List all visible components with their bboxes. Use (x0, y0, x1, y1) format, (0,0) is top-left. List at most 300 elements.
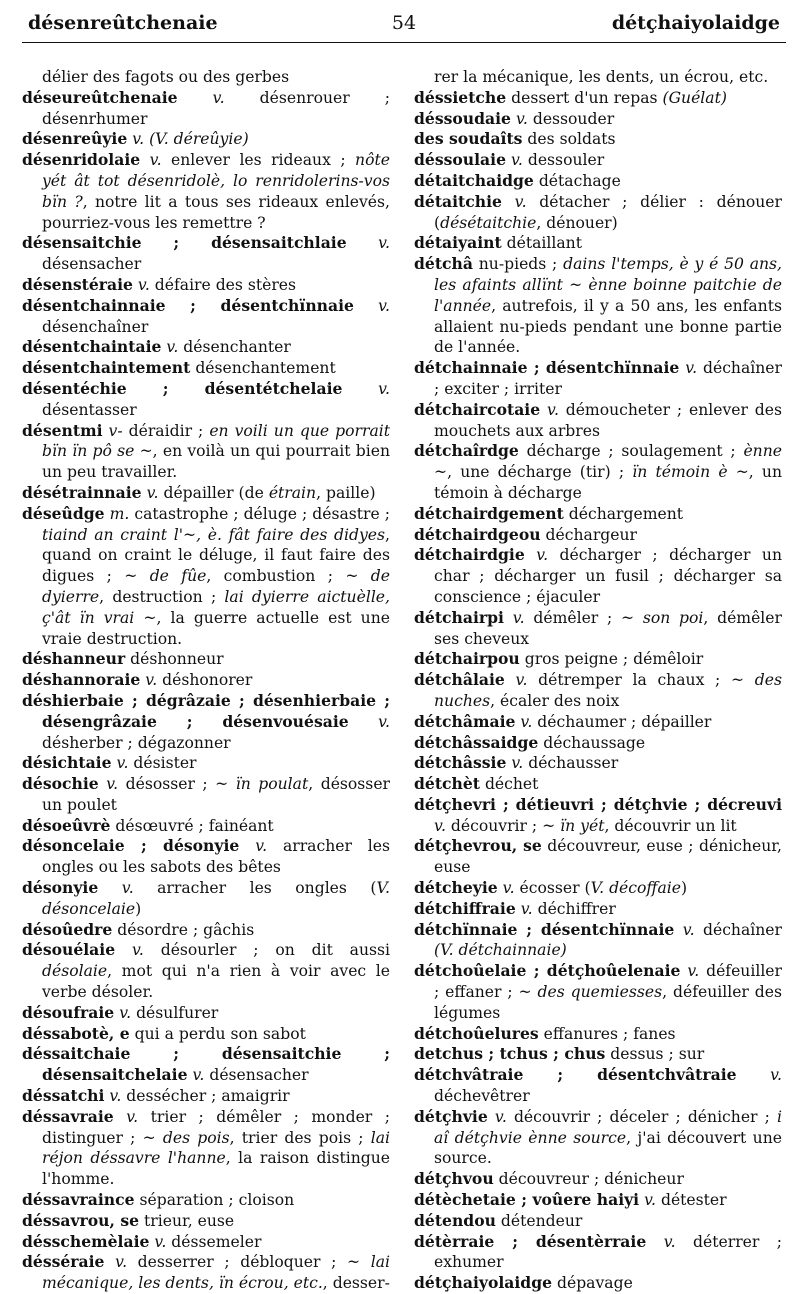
entry-text: enlever les rideaux ; (161, 151, 356, 170)
entry-text: arracher les ongles ( (133, 879, 377, 898)
entry-headword: désouélaie (22, 940, 116, 960)
entry-headword: désentmi (22, 420, 103, 440)
entry-headword: désentchainnaie ; désentchïnnaie (22, 295, 354, 315)
entry-headword: désschemèlaie (22, 1231, 150, 1251)
entry-text: , combustion ; (206, 567, 346, 586)
entry-text: , notre lit a tous ses rideaux enlevés, pourriez-vous les remettre ? (42, 192, 390, 232)
dictionary-entry (414, 1190, 782, 1211)
dictionary-entry (22, 67, 390, 88)
entry-headword: des soudaîts (414, 129, 523, 149)
dictionary-entry (414, 88, 782, 109)
entry-headword: désenridolaie (22, 150, 141, 170)
entry-text (502, 193, 515, 211)
entry-italic-text: v. (378, 234, 390, 253)
entry-italic-text: lai réjon déssavre l'hanne (42, 1128, 390, 1168)
dictionary-entry (22, 129, 390, 150)
header-first-entry: désenreûtchenaie (28, 12, 218, 34)
entry-italic-text: v. (510, 151, 523, 170)
dictionary-entry (22, 1003, 390, 1024)
entry-text: déshonneur (125, 650, 224, 669)
entry-text: déchaussage (538, 733, 646, 752)
entry-text: , écaler des noix (490, 691, 620, 710)
entry-italic-text: v. (116, 754, 129, 773)
entry-italic-text: v. (378, 712, 390, 731)
dictionary-entry (22, 1232, 390, 1253)
entry-text: gros peigne ; démêloir (519, 650, 704, 669)
dictionary-entry (22, 1044, 390, 1086)
dictionary-entry (22, 504, 390, 650)
entry-headword: déshanneur (22, 649, 126, 669)
dictionary-entry (22, 337, 390, 358)
dictionary-entry (414, 1065, 782, 1107)
entry-italic-text: v. (434, 816, 446, 835)
entry-text: démoucheter ; enlever des mouchets aux arbres (434, 400, 782, 440)
entry-italic-text: v. (255, 837, 268, 856)
entry-text: détendeur (495, 1211, 583, 1230)
dictionary-entry (414, 1273, 782, 1294)
entry-headword: détchairpi (414, 607, 504, 627)
entry-text: trier ; démêler ; monder ; distinguer ; (42, 1107, 390, 1147)
entry-text: des soldats (522, 130, 616, 149)
entry-headword: désoufraie (22, 1002, 115, 1022)
entry-text (239, 837, 255, 855)
entry-italic-text: m. (109, 504, 130, 523)
entry-headword: désoeûvrè (22, 815, 111, 835)
entry-italic-text: V. décoffaie (590, 879, 681, 898)
dictionary-entry (414, 961, 782, 1023)
entry-headword: détchèt (414, 774, 480, 794)
entry-italic-text: v. (502, 879, 515, 898)
entry-text: désister (128, 754, 197, 773)
dictionary-entry (414, 129, 782, 150)
entry-headword: désséraie (22, 1252, 105, 1272)
entry-text: effanures ; fanes (538, 1024, 676, 1043)
entry-text: , desser- (322, 1274, 390, 1293)
dictionary-entry (22, 296, 390, 338)
entry-text: , j'ai découvert une source. (434, 1128, 783, 1168)
entry-headword: détaiyaint (414, 233, 502, 253)
entry-italic-text: ïn témoin è ~ (632, 463, 749, 482)
dictionary-entry (22, 88, 390, 130)
entry-italic-text: v. (126, 1107, 139, 1126)
dictionary-entry (414, 836, 782, 878)
entry-headword: détchâ (414, 254, 473, 274)
entry-italic-text: v. (V. déreûyie) (132, 130, 249, 149)
entry-text: , un témoin à décharge (434, 463, 783, 502)
entry-headword: déshierbaie ; dégrâzaie ; désenhierbaie ; désengrâzaie ; désenvouésaie (22, 690, 390, 731)
entry-text (347, 234, 378, 252)
dictionary-entry (22, 774, 390, 816)
entry-text: , paille) (316, 483, 376, 502)
entry-italic-text: v. (512, 608, 525, 627)
entry-text: , une décharge (tir) ; (447, 463, 633, 482)
entry-headword: déssavrou, se (22, 1210, 140, 1230)
entry-headword: detchus ; tchus ; chus (414, 1044, 606, 1064)
entry-text: déraidir ; (122, 421, 210, 440)
entry-text: détaillant (501, 234, 582, 253)
entry-text: rer la mécanique, les dents, un écrou, etc. (434, 68, 769, 86)
entry-headword: désentchaintement (22, 358, 191, 378)
entry-text: , mot qui n'a rien à voir avec le verbe désoler. (42, 962, 390, 1002)
entry-text: désenchanter (178, 338, 291, 357)
entry-headword: détchairdgie (414, 545, 525, 565)
dictionary-entry (22, 920, 390, 941)
dictionary-entry (414, 899, 782, 920)
entry-text: , dénouer) (536, 213, 618, 232)
entry-text: , la raison distingue l'homme. (42, 1149, 391, 1189)
entry-text: dessert d'un repas (506, 88, 663, 107)
entry-text: , découvrir un lit (604, 816, 737, 835)
entry-italic-text: v. (687, 962, 700, 981)
entry-headword: détchïnnaie ; désentchïnnaie (414, 919, 675, 939)
dictionary-entry (22, 1190, 390, 1211)
entry-text: , en voilà un qui pourrait bien un peu travailler. (42, 442, 390, 482)
entry-headword: détaitchie (414, 191, 502, 211)
entry-text: , défeuiller des légumes (434, 983, 782, 1022)
dictionary-entry (414, 171, 782, 192)
entry-text: déshonorer (157, 671, 253, 690)
entry-text: ) (135, 899, 142, 918)
dictionary-entry (22, 1107, 390, 1190)
dictionary-entry (414, 400, 782, 442)
entry-text: détester (656, 1191, 727, 1210)
entry-headword: détcheyie (414, 878, 498, 898)
entry-italic-text: v. (192, 1066, 205, 1085)
dictionary-entry (414, 712, 782, 733)
dictionary-entry (22, 878, 390, 920)
dictionary-entry (414, 525, 782, 546)
entry-text (178, 89, 213, 107)
entry-italic-text: v. (770, 1066, 782, 1085)
entry-text: , désosser un poulet (42, 775, 390, 814)
entry-headword: déssavraince (22, 1190, 135, 1210)
entry-text: déchiffrer (532, 899, 616, 918)
entry-italic-text: (V. détchainnaie) (434, 941, 567, 960)
entry-text: desserrer ; débloquer ; (127, 1253, 348, 1272)
entry-text: catastrophe ; déluge ; désastre ; (129, 504, 391, 523)
entry-headword: détchiffraie (414, 898, 516, 918)
entry-italic-text: v. (145, 671, 158, 690)
dictionary-entry (22, 670, 390, 691)
entry-headword: déssietche (414, 87, 507, 107)
dictionary-entry (414, 67, 782, 88)
entry-text (505, 671, 516, 689)
entry-headword: détchâssaidge (414, 732, 539, 752)
entry-italic-text: v. (682, 920, 695, 939)
entry-text: déterrer ; exhumer (434, 1232, 783, 1272)
dictionary-entry (22, 358, 390, 379)
entry-headword: détchainnaie ; désentchïnnaie (414, 358, 680, 378)
entry-text: détachage (533, 171, 621, 190)
entry-headword: détchoûelures (414, 1023, 539, 1043)
entry-headword: désentéchie ; désentétchelaie (22, 378, 343, 398)
entry-headword: détchoûelaie ; détçhoûelenaie (414, 961, 681, 981)
entry-text: désordre ; gâchis (112, 920, 255, 939)
entry-text: déchausser (523, 754, 619, 773)
entry-text: écosser ( (514, 879, 591, 898)
dictionary-entry (414, 1044, 782, 1065)
entry-italic-text: (Guélat) (662, 88, 727, 107)
entry-text: défaire des stères (149, 275, 297, 294)
page-header (22, 8, 786, 43)
entry-headword: détchairpou (414, 649, 520, 669)
entry-text: détacher ; délier : dénouer ( (434, 192, 782, 232)
entry-text: déchet (479, 775, 539, 794)
entry-italic-text: v. (137, 275, 150, 294)
entry-text: désenrouer ; désenrhumer (42, 88, 390, 128)
entry-headword: déshannoraie (22, 670, 141, 690)
entry-text: désensacher (42, 255, 142, 274)
entry-italic-text: désolaie (42, 962, 108, 981)
entry-text: découvrir ; (445, 816, 543, 835)
entry-headword: détèchetaie ; voûere haiyi (414, 1190, 640, 1210)
entry-text: déchargement (563, 504, 684, 523)
entry-headword: détçhaiyolaidge (414, 1273, 553, 1293)
entry-headword: détchaîrdge (414, 441, 519, 461)
entry-italic-text: v. (515, 671, 528, 690)
dictionary-entry (414, 358, 782, 400)
entry-headword: déseureûtchenaie (22, 87, 178, 107)
entry-text: désourler ; on dit aussi (143, 941, 390, 960)
entry-text: dessouler (522, 151, 605, 170)
dictionary-entry (22, 816, 390, 837)
entry-italic-text: dains l'temps, è y é 50 ans, les afaints allïnt ~ ènne boinne paitchie de l'année (434, 255, 782, 315)
entry-headword: détchairdgeou (414, 524, 541, 544)
entry-headword: détçhevrou, se (414, 836, 542, 856)
entry-headword: détchâmaie (414, 711, 516, 731)
entry-italic-text: étrain (268, 483, 317, 502)
entry-headword: détchâlaie (414, 670, 505, 690)
entry-italic-text: i aî détçhvie ènne source (434, 1107, 782, 1147)
entry-text (349, 713, 378, 731)
entry-italic-text: ~ ïn yét (542, 816, 605, 835)
dictionary-entry (22, 483, 390, 504)
entry-italic-text: ~ des pois (142, 1128, 230, 1147)
dictionary-entry (22, 753, 390, 774)
entry-text: , quand on craint le déluge, il faut faire des digues ; (42, 525, 390, 586)
entry-italic-text: ~ des quemiesses (518, 983, 663, 1002)
entry-italic-text: v. (644, 1191, 656, 1210)
entry-headword: désonyie (22, 878, 99, 898)
dictionary-entry (414, 1211, 782, 1232)
entry-text: désosser ; (118, 775, 216, 794)
entry-text: arracher les ongles ou les sabots des bêtes (42, 837, 391, 877)
dictionary-entry (414, 878, 782, 899)
entry-headword: détchairdgement (414, 503, 564, 523)
dictionary-entry (414, 109, 782, 130)
entry-headword: désenstéraie (22, 274, 133, 294)
entry-text: , trier des pois ; (229, 1128, 371, 1147)
entry-headword: désétrainnaie (22, 482, 142, 502)
entry-italic-text: v. (515, 109, 528, 128)
entry-text: , démêler ses cheveux (434, 608, 782, 648)
entry-italic-text: v. (520, 712, 533, 731)
entry-headword: détçhvou (414, 1169, 494, 1189)
entry-italic-text: v. (514, 192, 527, 211)
entry-text: séparation ; cloison (134, 1191, 295, 1210)
entry-text: , la guerre actuelle est une vraie destruction. (42, 608, 390, 648)
entry-text: dessouder (527, 109, 615, 128)
entry-text: dessécher ; amaigrir (121, 1087, 290, 1106)
dictionary-entry (414, 608, 782, 650)
entry-headword: désoûedre (22, 919, 113, 939)
dictionary-entry (414, 795, 782, 837)
entry-text: désherber ; dégazonner (42, 733, 231, 752)
entry-italic-text: v. (106, 775, 119, 794)
header-last-entry: détçhaiyolaidge (611, 12, 780, 34)
entry-headword: désoncelaie ; désonyie (22, 836, 240, 856)
dictionary-entry (414, 1232, 782, 1274)
entry-headword: déssabotè, e (22, 1023, 130, 1043)
dictionary-entry (22, 1252, 390, 1294)
entry-text: déchevêtrer (434, 1087, 530, 1106)
entry-italic-text: v. (663, 1232, 676, 1251)
entry-text: décharge ; soulagement ; (518, 442, 744, 461)
entry-italic-text: v. (511, 754, 524, 773)
entry-text: découvreur ; dénicheur (493, 1170, 684, 1189)
entry-text: qui a perdu son sabot (129, 1024, 306, 1043)
entry-italic-text: tiaind an craint l'~, è. fât faire des didyes (42, 525, 386, 544)
entry-italic-text: nôte yét ât tot désenridolè, lo renridolerins-vos bïn ? (42, 151, 390, 211)
entry-italic-text: V. désoncelaie (42, 879, 390, 918)
dictionary-entry (414, 753, 782, 774)
entry-headword: désenreûyie (22, 129, 128, 149)
entry-text: dessus ; sur (605, 1045, 705, 1064)
left-column (22, 67, 390, 1294)
dictionary-entry (22, 275, 390, 296)
entry-italic-text: v. (119, 1003, 132, 1022)
entry-text: trieur, euse (139, 1211, 235, 1230)
entry-text: , autrefois, il y a 50 ans, les enfants allaient nu-pieds pendant une bonne partie de l'année. (434, 296, 782, 357)
entry-italic-text: ~ ïn poulat (215, 775, 309, 794)
entry-headword: détaitchaidge (414, 170, 534, 190)
entry-italic-text: v. (378, 296, 390, 315)
entry-text (114, 1108, 127, 1126)
entry-text (488, 1108, 495, 1126)
entry-text: déchaumer ; dépailler (532, 712, 712, 731)
entry-italic-text: v. (121, 879, 134, 898)
entry-italic-text: v. (154, 1232, 167, 1251)
entry-headword: détchâssie (414, 753, 507, 773)
dictionary-entry (414, 504, 782, 525)
entry-italic-text: v. (685, 359, 698, 378)
entry-headword: désochie (22, 774, 99, 794)
entry-italic-text: ~ des nuches (434, 671, 782, 710)
entry-text: démêler ; (524, 608, 622, 627)
entry-text: déchaîner (694, 920, 782, 939)
entry-italic-text: ènne ~ (434, 442, 782, 482)
entry-text: défeuiller ; effaner ; (434, 962, 782, 1002)
dictionary-entry (22, 836, 390, 878)
entry-text: déssemeler (166, 1232, 262, 1251)
entry-headword: déssaitchaie ; désensaitchie ; désensaitchelaie (22, 1044, 390, 1085)
entry-text (354, 297, 378, 315)
entry-italic-text: ~ son poi (621, 608, 704, 627)
dictionary-entry (414, 545, 782, 607)
entry-text: décharger ; décharger un char ; décharger un fusil ; décharger sa conscience ; éjaculer (434, 546, 782, 606)
entry-text: désulfurer (131, 1003, 219, 1022)
entry-text: dépailler (de (158, 483, 269, 502)
entry-text: déchaîner ; exciter ; irriter (434, 359, 782, 398)
entry-text: découvrir ; déceler ; dénicher ; (506, 1107, 777, 1126)
dictionary-entry (22, 421, 390, 483)
entry-text (737, 1066, 771, 1084)
entry-italic-text: v. (146, 483, 159, 502)
entry-text (342, 380, 378, 398)
entry-italic-text: ~ de dyierre (42, 567, 391, 606)
dictionary-entry (414, 150, 782, 171)
entry-italic-text: v. (536, 546, 549, 565)
dictionary-entry (22, 691, 390, 753)
dictionary-entry (414, 670, 782, 712)
entry-text: désensacher (204, 1066, 309, 1085)
dictionary-entry (22, 233, 390, 275)
dictionary-entry (414, 1107, 782, 1169)
dictionary-entry (414, 192, 782, 234)
entry-headword: déssoulaie (414, 150, 506, 170)
entry-text (104, 1253, 115, 1271)
dictionary-entry (22, 150, 390, 233)
dictionary-entry (414, 233, 782, 254)
entry-italic-text: désétaitchie (440, 213, 537, 232)
entry-italic-text: v. (378, 379, 390, 398)
entry-text: nu-pieds ; (472, 255, 564, 274)
entry-text: détremper la chaux ; (527, 671, 732, 690)
entry-italic-text: v. (131, 941, 144, 960)
entry-headword: déssatchi (22, 1086, 105, 1106)
entry-headword: désichtaie (22, 753, 112, 773)
dictionary-entry (22, 1086, 390, 1107)
entry-headword: détçhvie (414, 1106, 488, 1126)
entry-headword: déssoudaie (414, 108, 511, 128)
entry-headword: déssavraie (22, 1106, 114, 1126)
entry-text: ) (680, 879, 688, 898)
entry-text (525, 546, 536, 564)
dictionary-entry (414, 441, 782, 503)
entry-text (98, 879, 121, 897)
entry-italic-text: v. (109, 1087, 122, 1106)
entry-italic-text: v. (520, 899, 533, 918)
dictionary-entry (414, 774, 782, 795)
entry-text: délier des fagots ou des gerbes (42, 68, 290, 86)
entry-text: désentasser (42, 400, 137, 419)
entry-text (115, 941, 132, 959)
entry-text (646, 1233, 663, 1251)
columns (22, 67, 786, 1294)
entry-headword: désensaitchie ; désensaitchlaie (22, 233, 347, 253)
entry-text (504, 609, 513, 627)
entry-headword: désentchaintaie (22, 337, 162, 357)
entry-italic-text: en voili un que porrait bïn ïn pô se ~ (42, 421, 390, 461)
entry-headword: déseûdge (22, 503, 105, 523)
dictionary-entry (22, 379, 390, 421)
entry-italic-text: lai dyierre aictuèlle, ç'ât ïn vrai ~ (42, 587, 390, 627)
entry-headword: détendou (414, 1210, 496, 1230)
entry-headword: détchvâtraie ; désentchvâtraie (414, 1065, 737, 1085)
entry-text: découvreur, euse ; dénicheur, euse (434, 837, 782, 877)
entry-headword: détèrraie ; désentèrraie (414, 1231, 647, 1251)
dictionary-entry (22, 940, 390, 1002)
dictionary-entry (22, 1211, 390, 1232)
entry-italic-text: v. (212, 88, 225, 107)
entry-text: désenchantement (190, 359, 336, 378)
dictionary-entry (22, 1024, 390, 1045)
dictionary-entry (414, 649, 782, 670)
page-number: 54 (391, 12, 417, 34)
entry-text: déchargeur (540, 525, 637, 544)
entry-italic-text: v- (108, 421, 123, 440)
entry-headword: détçhevri ; détieuvri ; détçhvie ; décreuvi (414, 794, 782, 814)
